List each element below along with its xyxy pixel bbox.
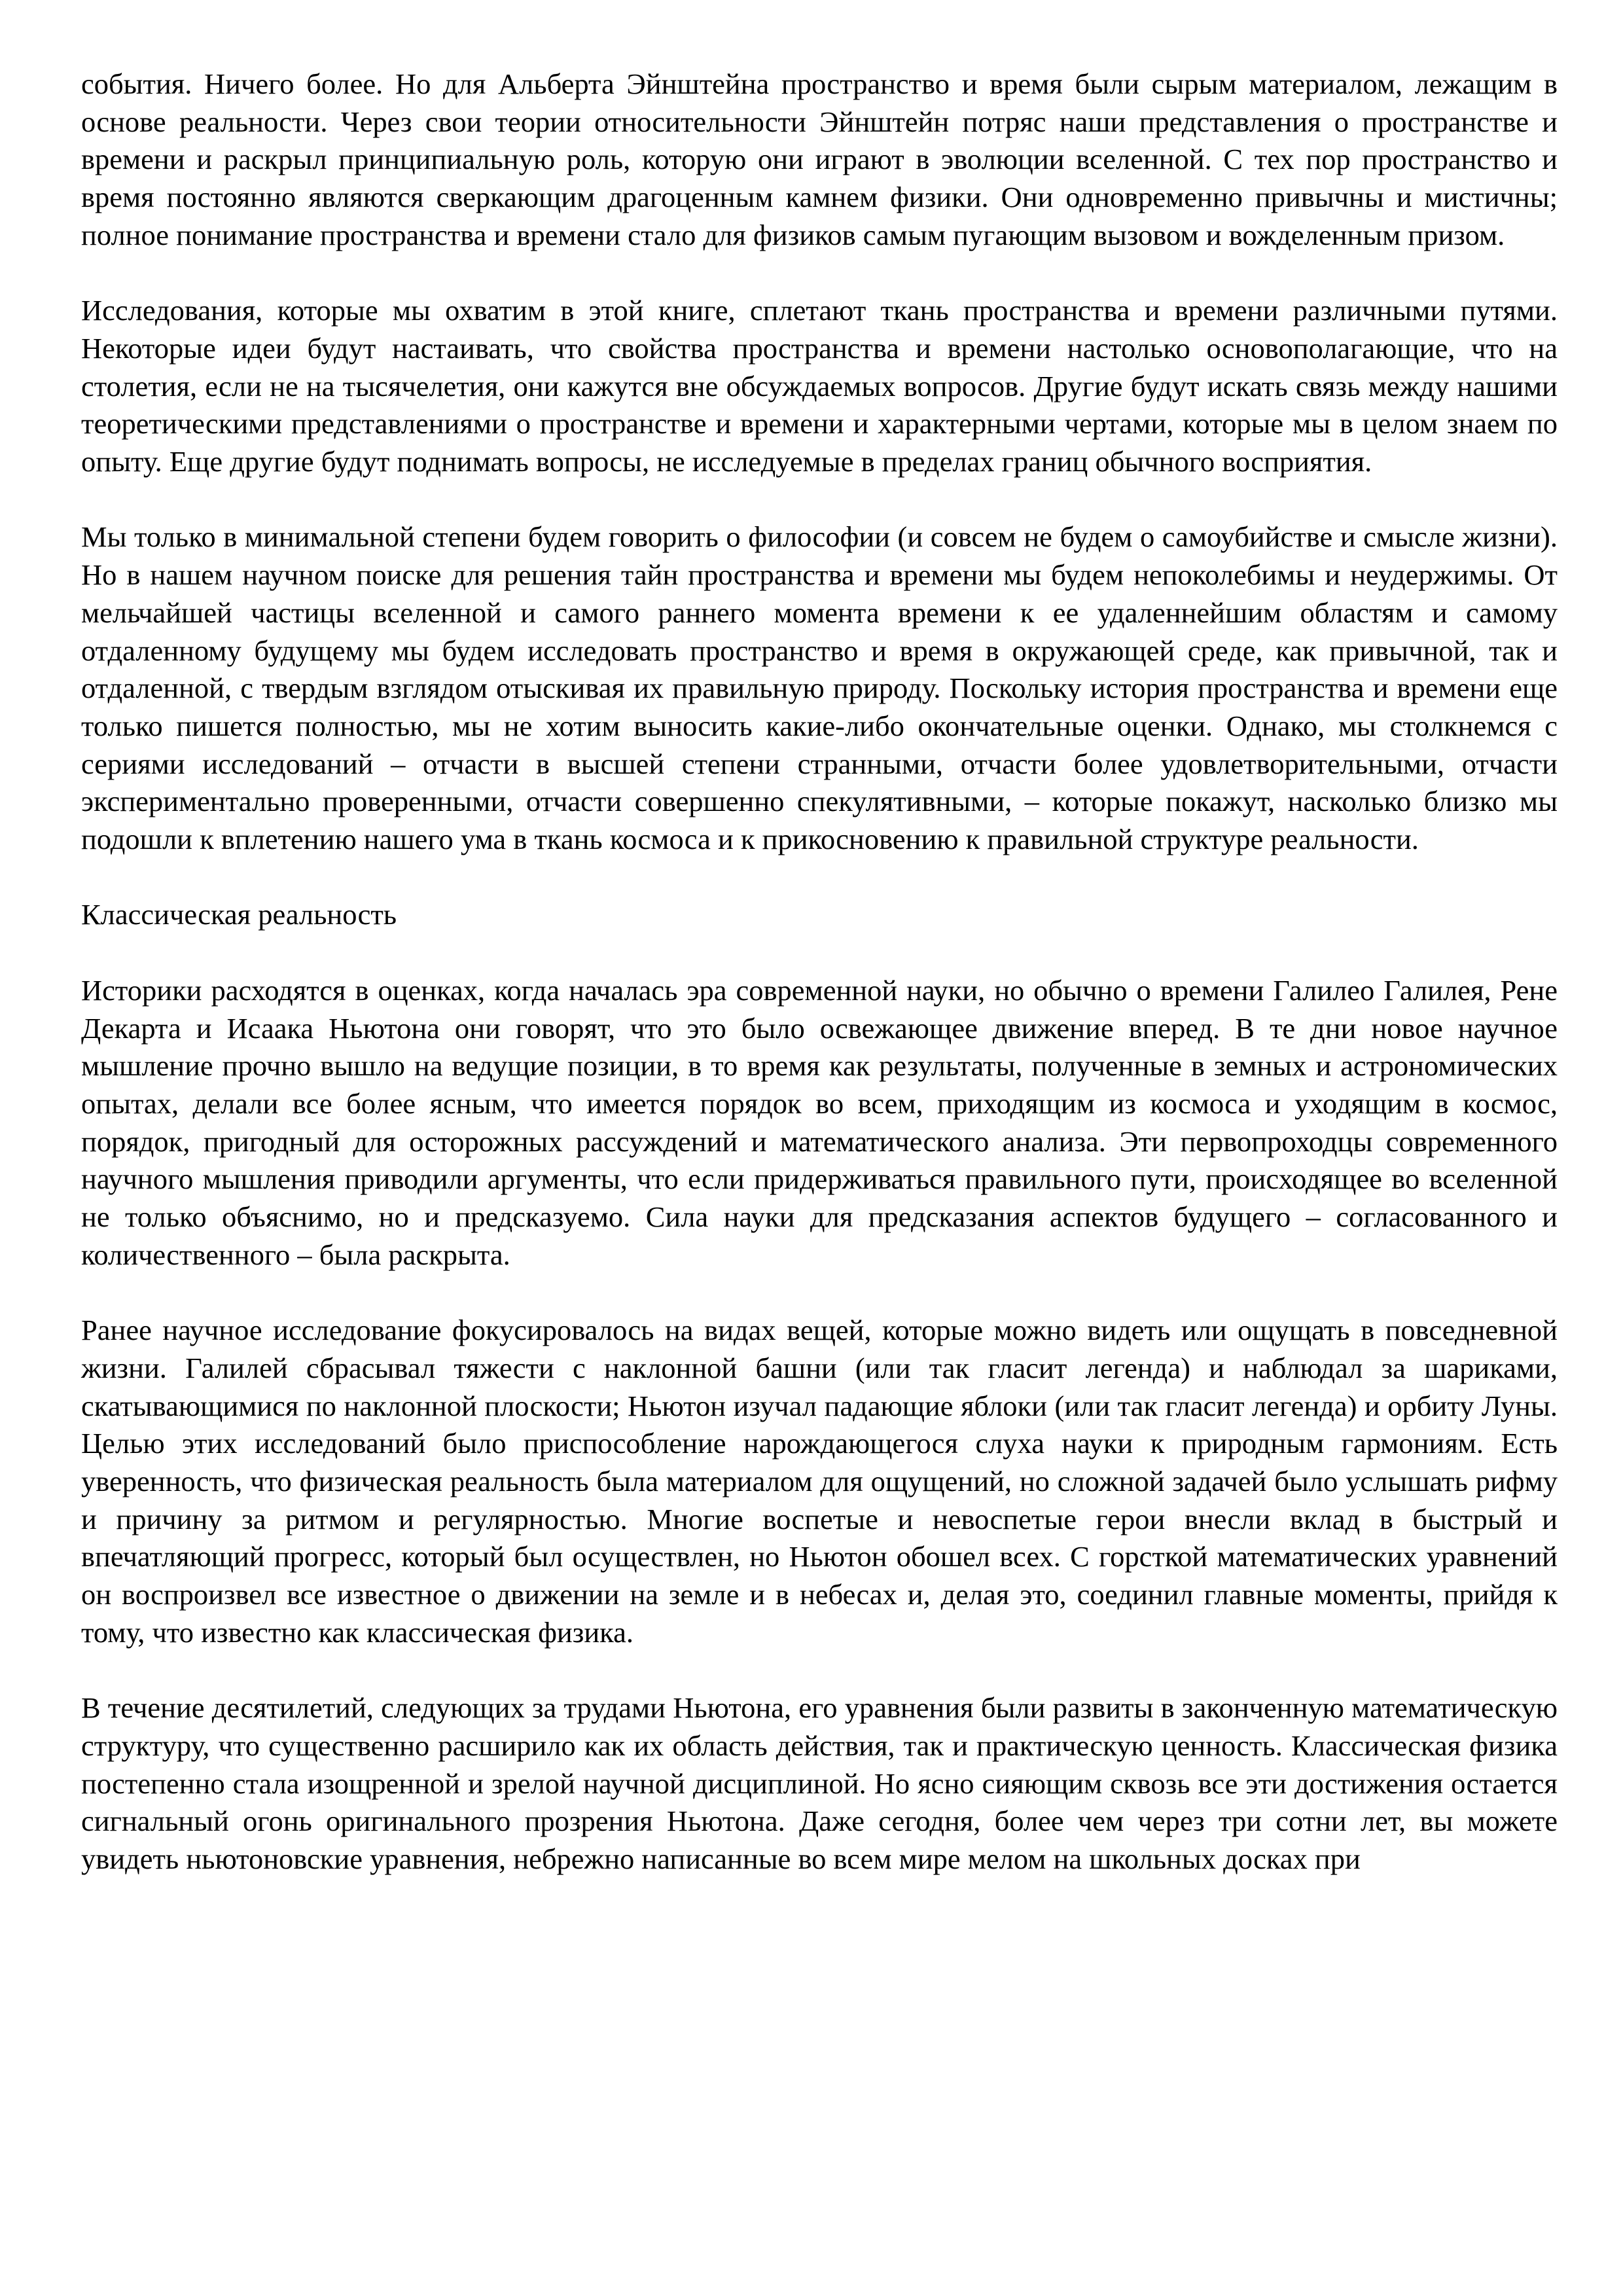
document-page <box>81 65 1558 1916</box>
paragraph-early-scientific-research: Ранее научное исследование фокусировалось на видах вещей, которые можно видеть или ощущать в повседневной жизни. Галилей сбрасывал тяжести с наклонной башни (или так гласит легенда) и наблюдал за шариками, скатывающимися по наклонной плоскости; Ньютон изучал падающие яблоки (или так гласит легенда) и орбиту Луны. Целью этих исследований было приспособление нарождающегося слуха науки к природным гармониям. Есть уверенность, что физическая реальность была материалом для ощущений, но сложной задачей было услышать рифму и причину за ритмом и регулярностью. Многие воспетые и невоспетые герои внесли вклад в быстрый и впечатляющий прогресс, который был осуществлен, но Ньютон обошел всех. С горсткой математических уравнений он воспроизвел все известное о движении на земле и в небесах и, делая это, соединил главные моменты, прийдя к тому, что известно как классическая физика. <box>81 1314 1558 1649</box>
paragraph-einstein-space-time: события. Ничего более. Но для Альберта Эйнштейна пространство и время были сырым материалом, лежащим в основе реальности. Через свои теории относительности Эйнштейн потряс наши представления о пространстве и времени и раскрыл принципиальную роль, которую они играют в эволюции вселенной. С тех пор пространство и время постоянно являются сверкающим драгоценным камнем физики. Они одновременно привычны и мистичны; полное понимание пространства и времени стало для физиков самым пугающим вызовом и вожделенным призом. <box>81 67 1558 251</box>
paragraph-historians-modern-science: Историки расходятся в оценках, когда началась эра современной науки, но обычно о времени Галилео Галилея, Рене Декарта и Исаака Ньютона они говорят, что это было освежающее движение вперед. В те дни новое научное мышление прочно вышло на ведущие позиции, в то время как результаты, полученные в земных и астрономических опытах, делали все более ясным, что имеется порядок во всем, приходящим из космоса и уходящим в космос, порядок, пригодный для осторожных рассуждений и математического анализа. Эти первопроходцы современного научного мышления приводили аргументы, что если придерживаться правильного пути, происходящее во вселенной не только объяснимо, но и предсказуемо. Сила науки для предсказания аспектов будущего – согласованного и количественного – была раскрыта. <box>81 973 1558 1271</box>
paragraph-research-overview: Исследования, которые мы охватим в этой книге, сплетают ткань пространства и времени различными путями. Некоторые идеи будут настаивать, что свойства пространства и времени настолько основополагающие, что на столетия, если не на тысячелетия, они кажутся вне обсуждаемых вопросов. Другие будут искать связь между нашими теоретическими представлениями о пространстве и времени и характерными чертами, которые мы в целом знаем по опыту. Еще другие будут поднимать вопросы, не исследуемые в пределах границ обычного восприятия. <box>81 294 1558 478</box>
paragraph-newton-equations-legacy: В течение десятилетий, следующих за трудами Ньютона, его уравнения были развиты в законченную математическую структуру, что существенно расширило как их область действия, так и практическую ценность. Классическая физика постепенно стала изощренной и зрелой научной дисциплиной. Но ясно сияющим сквозь все эти достижения остается сигнальный огонь оригинального прозрения Ньютона. Даже сегодня, более чем через три сотни лет, вы можете увидеть ньютоновские уравнения, небрежно написанные во всем мире мелом на школьных досках при <box>81 1691 1558 1875</box>
section-heading-classical-reality: Классическая реальность <box>81 898 397 931</box>
paragraph-philosophy-search: Мы только в минимальной степени будем говорить о философии (и совсем не будем о самоубийстве и смысле жизни). Но в нашем научном поиске для решения тайн пространства и времени мы будем непоколебимы и неудержимы. От мельчайшей частицы вселенной и самого раннего момента времени к ее удаленнейшим областям и самому отдаленному будущему мы будем исследовать пространство и время в окружающей среде, как привычной, так и отдаленной, с твердым взглядом отыскивая их правильную природу. Поскольку история пространства и времени еще только пишется полностью, мы не хотим выносить какие-либо окончательные оценки. Однако, мы столкнемся с сериями исследований – отчасти в высшей степени странными, отчасти более удовлетворительными, отчасти экспериментально проверенными, отчасти совершенно спекулятивными, – которые покажут, насколько близко мы подошли к вплетению нашего ума в ткань космоса и к прикосновению к правильной структуре реальности. <box>81 520 1558 856</box>
